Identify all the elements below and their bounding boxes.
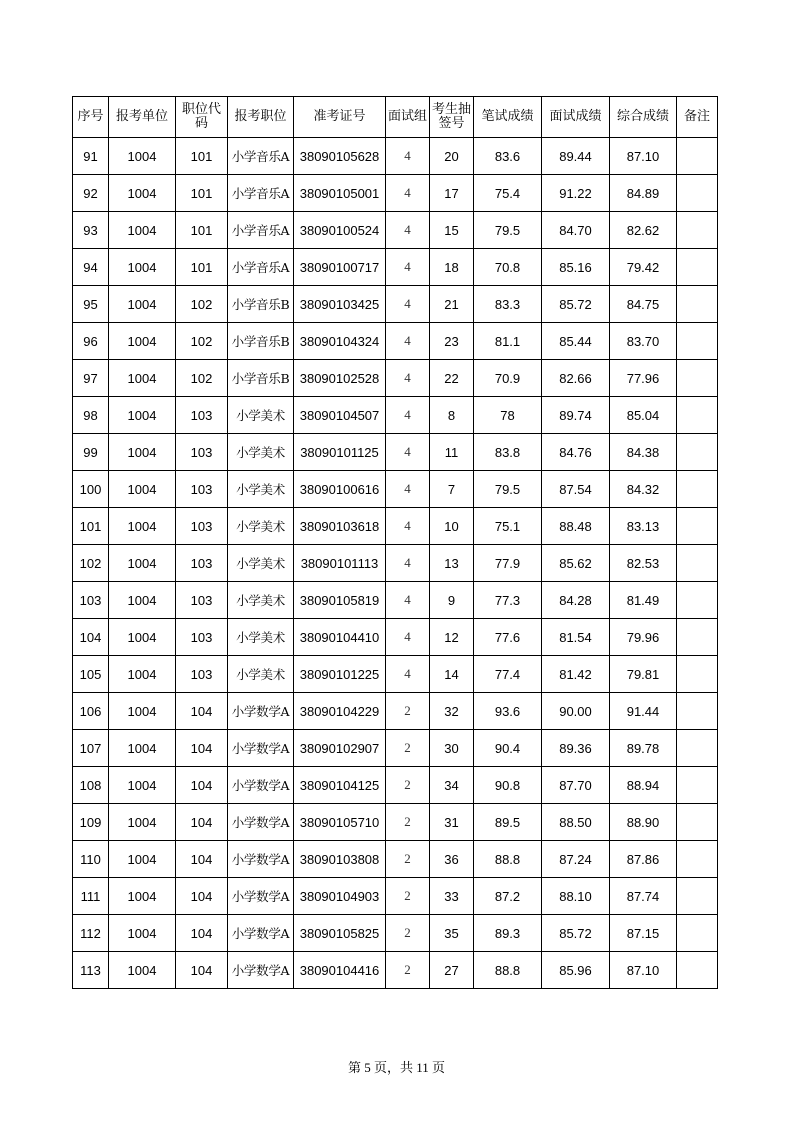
cell-seq: 95 [73,286,109,323]
cell-ticket: 38090104507 [294,397,386,434]
cell-draw: 9 [430,582,474,619]
cell-total: 84.89 [610,175,677,212]
table-row [73,360,718,397]
cell-group: 2 [386,841,430,878]
cell-code: 104 [176,730,228,767]
table-row [73,249,718,286]
cell-ticket: 38090103618 [294,508,386,545]
cell-total: 87.74 [610,878,677,915]
cell-draw: 13 [430,545,474,582]
cell-seq: 99 [73,434,109,471]
cell-ticket: 38090104125 [294,767,386,804]
table-row [73,582,718,619]
cell-group: 4 [386,656,430,693]
cell-total: 88.94 [610,767,677,804]
header-unit: 报考单位 [109,97,176,138]
cell-position: 小学音乐A [228,175,294,212]
cell-code: 103 [176,471,228,508]
cell-total: 91.44 [610,693,677,730]
cell-draw: 21 [430,286,474,323]
cell-group: 2 [386,878,430,915]
cell-group: 4 [386,249,430,286]
cell-ticket: 38090101113 [294,545,386,582]
cell-seq: 108 [73,767,109,804]
cell-remark [677,434,718,471]
cell-seq: 102 [73,545,109,582]
cell-ticket: 38090104903 [294,878,386,915]
cell-written: 83.6 [474,138,542,175]
cell-unit: 1004 [109,471,176,508]
table-row [73,545,718,582]
cell-seq: 105 [73,656,109,693]
cell-remark [677,286,718,323]
cell-remark [677,212,718,249]
header-interview: 面试成绩 [542,97,610,138]
table-row [73,656,718,693]
cell-draw: 17 [430,175,474,212]
cell-written: 77.4 [474,656,542,693]
cell-remark [677,323,718,360]
cell-position: 小学数学A [228,730,294,767]
header-seq: 序号 [73,97,109,138]
cell-draw: 32 [430,693,474,730]
cell-code: 103 [176,508,228,545]
cell-seq: 93 [73,212,109,249]
cell-draw: 31 [430,804,474,841]
cell-code: 101 [176,175,228,212]
cell-draw: 30 [430,730,474,767]
cell-interview: 90.00 [542,693,610,730]
cell-position: 小学音乐A [228,212,294,249]
cell-code: 104 [176,693,228,730]
table-row [73,619,718,656]
cell-position: 小学数学A [228,693,294,730]
cell-ticket: 38090104324 [294,323,386,360]
table-row [73,508,718,545]
cell-total: 83.70 [610,323,677,360]
cell-unit: 1004 [109,693,176,730]
cell-total: 85.04 [610,397,677,434]
cell-ticket: 38090105001 [294,175,386,212]
cell-code: 103 [176,434,228,471]
cell-group: 2 [386,952,430,989]
cell-draw: 33 [430,878,474,915]
cell-remark [677,175,718,212]
table-row [73,730,718,767]
cell-seq: 113 [73,952,109,989]
cell-total: 87.86 [610,841,677,878]
table-row [73,767,718,804]
cell-position: 小学音乐B [228,323,294,360]
cell-position: 小学音乐B [228,286,294,323]
cell-draw: 10 [430,508,474,545]
cell-seq: 111 [73,878,109,915]
cell-total: 89.78 [610,730,677,767]
cell-remark [677,952,718,989]
cell-code: 103 [176,397,228,434]
cell-remark [677,656,718,693]
cell-total: 84.75 [610,286,677,323]
table-row [73,841,718,878]
table-row [73,323,718,360]
cell-unit: 1004 [109,508,176,545]
cell-group: 4 [386,286,430,323]
cell-unit: 1004 [109,397,176,434]
cell-interview: 85.72 [542,915,610,952]
cell-ticket: 38090101225 [294,656,386,693]
cell-code: 104 [176,841,228,878]
cell-remark [677,397,718,434]
cell-written: 70.8 [474,249,542,286]
header-group: 面试组 [386,97,430,138]
cell-seq: 100 [73,471,109,508]
cell-written: 79.5 [474,471,542,508]
cell-total: 79.42 [610,249,677,286]
cell-written: 78 [474,397,542,434]
cell-code: 104 [176,767,228,804]
cell-seq: 92 [73,175,109,212]
table-row [73,693,718,730]
cell-remark [677,693,718,730]
cell-group: 4 [386,508,430,545]
table-row [73,286,718,323]
cell-ticket: 38090104416 [294,952,386,989]
cell-group: 4 [386,360,430,397]
cell-draw: 35 [430,915,474,952]
cell-written: 93.6 [474,693,542,730]
cell-group: 2 [386,730,430,767]
cell-interview: 89.44 [542,138,610,175]
cell-written: 88.8 [474,952,542,989]
cell-total: 79.81 [610,656,677,693]
cell-remark [677,249,718,286]
cell-draw: 34 [430,767,474,804]
cell-ticket: 38090101125 [294,434,386,471]
cell-ticket: 38090105825 [294,915,386,952]
cell-total: 77.96 [610,360,677,397]
cell-draw: 11 [430,434,474,471]
table-row [73,212,718,249]
cell-interview: 89.74 [542,397,610,434]
cell-ticket: 38090103808 [294,841,386,878]
cell-unit: 1004 [109,545,176,582]
cell-code: 104 [176,804,228,841]
cell-seq: 91 [73,138,109,175]
cell-unit: 1004 [109,212,176,249]
cell-unit: 1004 [109,175,176,212]
cell-remark [677,582,718,619]
cell-draw: 15 [430,212,474,249]
cell-position: 小学美术 [228,434,294,471]
cell-code: 103 [176,582,228,619]
cell-draw: 23 [430,323,474,360]
header-written: 笔试成绩 [474,97,542,138]
cell-position: 小学美术 [228,508,294,545]
header-ticket: 准考证号 [294,97,386,138]
cell-interview: 85.72 [542,286,610,323]
cell-remark [677,878,718,915]
table-row [73,952,718,989]
cell-draw: 18 [430,249,474,286]
cell-unit: 1004 [109,619,176,656]
cell-position: 小学数学A [228,841,294,878]
cell-group: 2 [386,767,430,804]
cell-draw: 20 [430,138,474,175]
cell-ticket: 38090105628 [294,138,386,175]
cell-position: 小学音乐B [228,360,294,397]
table-row [73,471,718,508]
cell-written: 83.3 [474,286,542,323]
cell-ticket: 38090104229 [294,693,386,730]
cell-interview: 91.22 [542,175,610,212]
cell-unit: 1004 [109,656,176,693]
cell-interview: 85.96 [542,952,610,989]
table-body [73,138,718,989]
cell-draw: 7 [430,471,474,508]
cell-seq: 103 [73,582,109,619]
cell-written: 90.8 [474,767,542,804]
header-draw: 考生抽签号 [430,97,474,138]
cell-seq: 97 [73,360,109,397]
cell-written: 81.1 [474,323,542,360]
cell-draw: 22 [430,360,474,397]
cell-code: 103 [176,656,228,693]
cell-code: 102 [176,286,228,323]
cell-group: 2 [386,693,430,730]
table-row [73,915,718,952]
cell-remark [677,360,718,397]
cell-ticket: 38090100717 [294,249,386,286]
cell-seq: 94 [73,249,109,286]
cell-written: 87.2 [474,878,542,915]
cell-remark [677,471,718,508]
cell-position: 小学美术 [228,582,294,619]
cell-position: 小学音乐A [228,249,294,286]
table-row [73,138,718,175]
cell-code: 103 [176,545,228,582]
cell-seq: 109 [73,804,109,841]
cell-written: 77.3 [474,582,542,619]
cell-code: 101 [176,138,228,175]
cell-unit: 1004 [109,952,176,989]
cell-seq: 107 [73,730,109,767]
cell-interview: 84.76 [542,434,610,471]
cell-draw: 8 [430,397,474,434]
cell-group: 4 [386,323,430,360]
cell-position: 小学美术 [228,656,294,693]
cell-interview: 87.24 [542,841,610,878]
cell-written: 88.8 [474,841,542,878]
cell-position: 小学数学A [228,804,294,841]
cell-written: 79.5 [474,212,542,249]
cell-unit: 1004 [109,804,176,841]
cell-unit: 1004 [109,286,176,323]
cell-written: 89.3 [474,915,542,952]
cell-written: 83.8 [474,434,542,471]
cell-draw: 14 [430,656,474,693]
cell-position: 小学数学A [228,878,294,915]
cell-position: 小学美术 [228,471,294,508]
cell-code: 103 [176,619,228,656]
cell-seq: 96 [73,323,109,360]
cell-unit: 1004 [109,767,176,804]
cell-written: 70.9 [474,360,542,397]
cell-interview: 84.70 [542,212,610,249]
cell-position: 小学音乐A [228,138,294,175]
cell-unit: 1004 [109,841,176,878]
cell-position: 小学数学A [228,767,294,804]
cell-total: 84.32 [610,471,677,508]
cell-ticket: 38090102528 [294,360,386,397]
cell-written: 77.6 [474,619,542,656]
cell-position: 小学美术 [228,397,294,434]
cell-remark [677,545,718,582]
cell-draw: 36 [430,841,474,878]
cell-interview: 87.70 [542,767,610,804]
cell-interview: 82.66 [542,360,610,397]
cell-total: 82.62 [610,212,677,249]
cell-remark [677,804,718,841]
table-row [73,804,718,841]
cell-unit: 1004 [109,434,176,471]
table-header [73,97,718,138]
cell-interview: 84.28 [542,582,610,619]
cell-group: 4 [386,175,430,212]
cell-interview: 89.36 [542,730,610,767]
cell-code: 104 [176,878,228,915]
cell-written: 89.5 [474,804,542,841]
cell-unit: 1004 [109,249,176,286]
cell-total: 83.13 [610,508,677,545]
cell-code: 104 [176,915,228,952]
cell-remark [677,730,718,767]
cell-draw: 27 [430,952,474,989]
cell-written: 75.1 [474,508,542,545]
cell-unit: 1004 [109,915,176,952]
table-row [73,878,718,915]
header-total: 综合成绩 [610,97,677,138]
cell-interview: 81.54 [542,619,610,656]
cell-group: 4 [386,212,430,249]
cell-group: 4 [386,582,430,619]
cell-interview: 87.54 [542,471,610,508]
cell-remark [677,619,718,656]
cell-seq: 110 [73,841,109,878]
header-remark: 备注 [677,97,718,138]
cell-ticket: 38090105819 [294,582,386,619]
cell-total: 82.53 [610,545,677,582]
cell-group: 2 [386,804,430,841]
cell-group: 4 [386,545,430,582]
cell-interview: 81.42 [542,656,610,693]
cell-interview: 88.48 [542,508,610,545]
table-row [73,175,718,212]
cell-total: 81.49 [610,582,677,619]
cell-group: 4 [386,619,430,656]
cell-interview: 85.16 [542,249,610,286]
cell-code: 102 [176,360,228,397]
cell-code: 101 [176,212,228,249]
cell-seq: 101 [73,508,109,545]
cell-written: 77.9 [474,545,542,582]
table-row [73,434,718,471]
score-table [72,96,718,989]
cell-position: 小学美术 [228,619,294,656]
cell-remark [677,508,718,545]
cell-ticket: 38090100524 [294,212,386,249]
cell-interview: 85.62 [542,545,610,582]
cell-total: 87.15 [610,915,677,952]
cell-total: 84.38 [610,434,677,471]
cell-written: 75.4 [474,175,542,212]
cell-unit: 1004 [109,323,176,360]
cell-ticket: 38090102907 [294,730,386,767]
cell-unit: 1004 [109,360,176,397]
cell-unit: 1004 [109,878,176,915]
header-position: 报考职位 [228,97,294,138]
cell-unit: 1004 [109,138,176,175]
cell-code: 101 [176,249,228,286]
header-code: 职位代码 [176,97,228,138]
cell-ticket: 38090103425 [294,286,386,323]
cell-seq: 112 [73,915,109,952]
cell-position: 小学数学A [228,915,294,952]
cell-total: 87.10 [610,138,677,175]
cell-seq: 98 [73,397,109,434]
cell-seq: 106 [73,693,109,730]
cell-ticket: 38090104410 [294,619,386,656]
cell-total: 87.10 [610,952,677,989]
cell-unit: 1004 [109,582,176,619]
cell-remark [677,767,718,804]
page-footer: 第 5 页，共 11 页 [347,1060,446,1075]
cell-draw: 12 [430,619,474,656]
cell-group: 4 [386,471,430,508]
cell-ticket: 38090100616 [294,471,386,508]
cell-interview: 88.50 [542,804,610,841]
cell-remark [677,841,718,878]
cell-written: 90.4 [474,730,542,767]
header-row [73,97,718,138]
cell-seq: 104 [73,619,109,656]
cell-ticket: 38090105710 [294,804,386,841]
cell-remark [677,915,718,952]
cell-position: 小学数学A [228,952,294,989]
cell-position: 小学美术 [228,545,294,582]
cell-total: 79.96 [610,619,677,656]
cell-interview: 88.10 [542,878,610,915]
cell-group: 4 [386,138,430,175]
cell-remark [677,138,718,175]
cell-interview: 85.44 [542,323,610,360]
cell-code: 104 [176,952,228,989]
cell-unit: 1004 [109,730,176,767]
cell-group: 4 [386,397,430,434]
cell-group: 4 [386,434,430,471]
cell-group: 2 [386,915,430,952]
cell-code: 102 [176,323,228,360]
cell-total: 88.90 [610,804,677,841]
table-row [73,397,718,434]
